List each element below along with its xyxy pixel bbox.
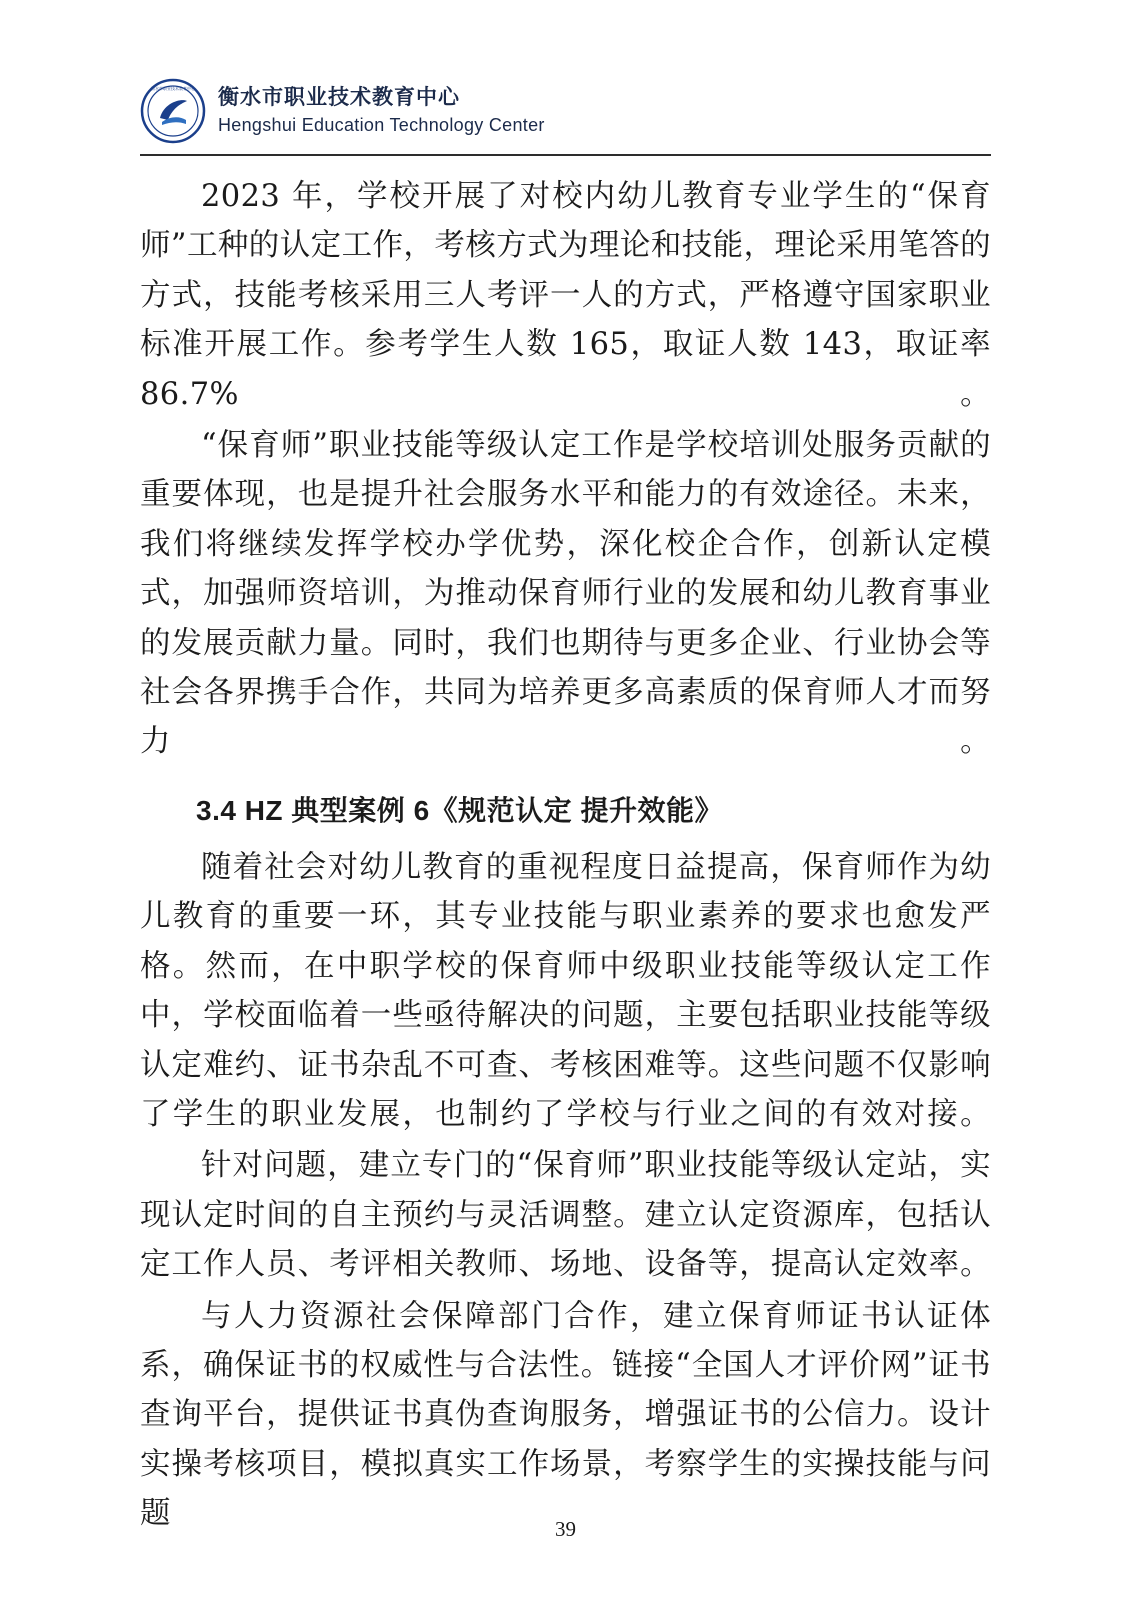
header-title-en: Hengshui Education Technology Center (218, 114, 545, 135)
page-number: 39 (555, 1517, 576, 1541)
paragraph-5: 与人力资源社会保障部门合作，建立保育师证书认证体系，确保证书的权威性与合法性。链接“全国人才评价网”证书查询平台，提供证书真伪查询服务，增强证书的公信力。设计实操考核项目，模拟真实工作场景，考察学生的实操技能与问题 (140, 1298, 991, 1532)
header-title-cn: 衡水市职业技术教育中心 (218, 86, 460, 110)
svg-text:衡水市职业技术教育中心: 衡水市职业技术教育中心 (151, 86, 195, 91)
paragraph-1: 2023 年，学校开展了对校内幼儿教育专业学生的“保育师”工种的认定工作，考核方式为理论和技能，理论采用笔答的方式，技能考核采用三人考评一人的方式，严格遵守国家职业标准开展工作。参考学生人数 165，取证人数 143，取证率 86.7%。 (140, 179, 991, 412)
section-heading: 3.4 HZ 典型案例 6《规范认定 提升效能》 (196, 794, 723, 826)
paragraph-4: 针对问题，建立专门的“保育师”职业技能等级认定站，实现认定时间的自主预约与灵活调整。建立认定资源库，包括认定工作人员、考评相关教师、场地、设备等，提高认定效率。 (140, 1148, 991, 1283)
paragraph-2: “保育师”职业技能等级认定工作是学校培训处服务贡献的重要体现，也是提升社会服务水平和能力的有效途径。未来，我们将继续发挥学校办学优势，深化校企合作，创新认定模式，加强师资培训，为推动保育师行业的发展和幼儿教育事业的发展贡献力量。同时，我们也期待与更多企业、行业协会等社会各界携手合作，共同为培养更多高素质的保育师人才而努力。 (140, 428, 991, 760)
document-body (140, 172, 991, 1539)
header-divider (140, 154, 991, 156)
school-emblem-icon (140, 78, 206, 144)
page-header (140, 0, 991, 144)
header-titles (218, 85, 545, 137)
paragraph-3: 随着社会对幼儿教育的重视程度日益提高，保育师作为幼儿教育的重要一环，其专业技能与职业素养的要求也愈发严格。然而，在中职学校的保育师中级职业技能等级认定工作中，学校面临着一些亟待解决的问题，主要包括职业技能等级认定难约、证书杂乱不可查、考核困难等。这些问题不仅影响了学生的职业发展，也制约了学校与行业之间的有效对接。 (140, 849, 991, 1132)
